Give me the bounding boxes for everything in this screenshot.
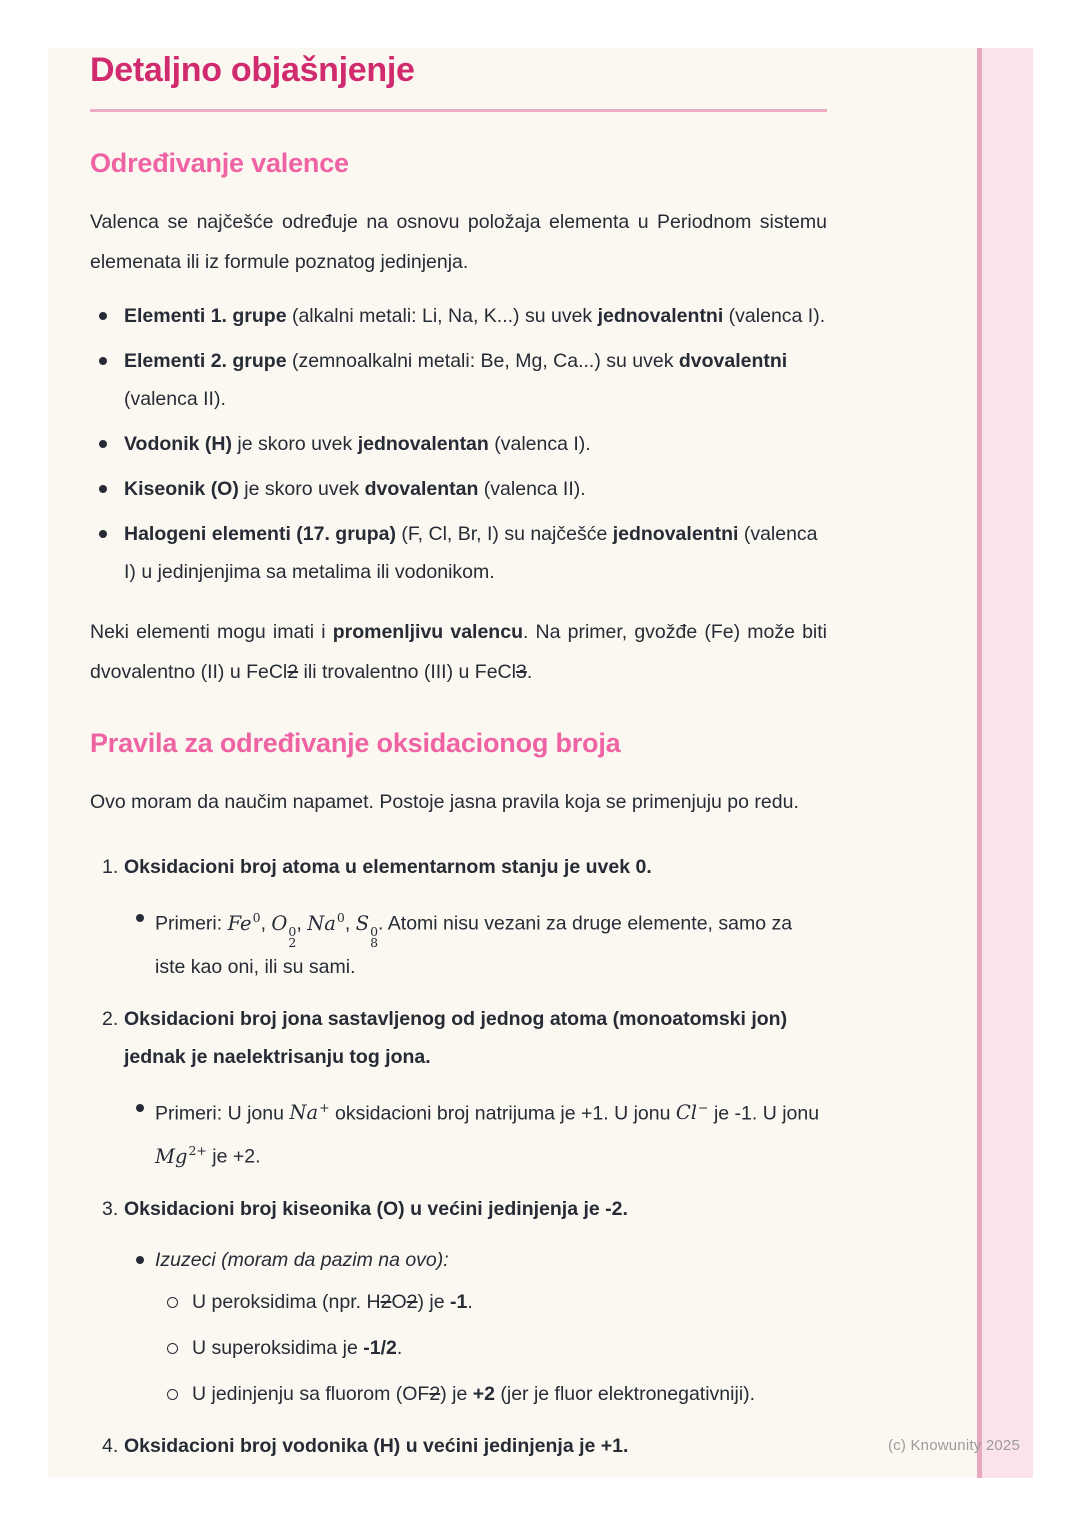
- text-segment: jednovalentan: [357, 433, 489, 455]
- exception-item: [155, 1329, 827, 1367]
- example-text: [155, 899, 827, 986]
- exception-item: [155, 1375, 827, 1413]
- text-segment: ) je: [417, 1290, 450, 1313]
- rule-title: Oksidacioni broj kiseonika (O) u većini jedinjenja je -2.: [124, 1197, 628, 1220]
- exception-text: [192, 1283, 827, 1321]
- bullet-icon: [124, 1241, 155, 1279]
- list-number: 2.: [102, 1007, 119, 1030]
- bullet-icon: [124, 899, 155, 986]
- superscript: 0: [336, 910, 345, 925]
- text-segment: ,: [260, 912, 272, 935]
- text-segment: je skoro uvek: [231, 433, 358, 455]
- rule-heading: [90, 848, 827, 886]
- bullet-icon: [90, 515, 124, 591]
- bullet-icon: [90, 297, 124, 335]
- sup-sub-stack: 0 8: [370, 923, 379, 950]
- subscript-strikethrough: 2: [406, 1290, 418, 1313]
- oxidation-rules-list: [90, 848, 827, 1465]
- page-edge-stripe: [977, 48, 1033, 1478]
- oxidation-intro-paragraph: [90, 782, 827, 822]
- math-token: $Mg^{2+}$: [155, 1143, 207, 1168]
- text-segment: (zemnoalkalni metali: Be, Mg, Ca...) su uvek: [286, 350, 679, 372]
- text-segment: Neki elementi mogu imati i: [90, 621, 333, 643]
- bullet-icon: [90, 425, 124, 463]
- text-segment: Valenca se najčešće određuje na osnovu položaja elementa u Periodnom sistemu elemenata ili iz formule poznatog jedinjenja.: [90, 211, 827, 273]
- list-item: [90, 425, 827, 463]
- rule-heading: [90, 1427, 827, 1465]
- numbered-item-4: [90, 1427, 827, 1465]
- bullet-icon: [90, 470, 124, 508]
- exception-item: [155, 1283, 827, 1321]
- text-segment: +2: [472, 1382, 495, 1405]
- rule-heading: [90, 1000, 827, 1076]
- text-segment: Vodonik (H): [124, 433, 232, 455]
- text-segment: (valenca II).: [124, 388, 226, 410]
- sup-sub-stack: 0 2: [288, 923, 297, 950]
- text-segment: (valenca I) u jedinjenjima sa metalima ili vodonikom.: [124, 523, 818, 583]
- circle-bullet-icon: [155, 1283, 192, 1321]
- rule-example-block: [124, 899, 827, 986]
- list-item-text: [124, 425, 827, 463]
- list-item: [90, 297, 827, 335]
- rule-example-block: [124, 1089, 827, 1176]
- text-segment: Primeri:: [155, 912, 228, 935]
- math-token: S 0 8: [355, 911, 379, 950]
- text-segment: Primeri: U jonu: [155, 1102, 290, 1124]
- rule-title: Oksidacioni broj jona sastavljenog od jednog atoma (monoatomski jon) jednak je naelektrisanju tog jona.: [124, 1007, 788, 1068]
- subscript-strikethrough: 2: [287, 661, 299, 683]
- bullet-icon: [124, 1089, 155, 1176]
- rule-heading: [90, 1190, 827, 1228]
- text-segment: (valenca II).: [478, 478, 586, 500]
- section-heading-valence: Određivanje valence: [90, 148, 349, 178]
- subscript-strikethrough: 3: [515, 661, 527, 683]
- list-item: [124, 1089, 827, 1176]
- text-segment: je skoro uvek: [238, 478, 365, 500]
- superscript: 2+: [188, 1143, 207, 1158]
- exception-text: [192, 1375, 827, 1413]
- valence-intro-paragraph: [90, 202, 827, 282]
- list-item: [124, 899, 827, 986]
- subscript-strikethrough: 2: [380, 1290, 392, 1313]
- note-page: [48, 48, 1033, 1478]
- title-divider: [90, 109, 827, 112]
- text-segment: promenljivu valencu: [332, 621, 523, 643]
- page-content: [90, 48, 827, 1479]
- text-segment: U jedinjenju sa fluorom (OF: [192, 1382, 430, 1405]
- list-number: 4.: [102, 1434, 119, 1457]
- math-token: Fe$^0$: [227, 910, 261, 935]
- list-number: 1.: [102, 856, 119, 878]
- valence-bullet-list: [90, 297, 827, 591]
- text-segment: (jer je fluor elektronegativniji).: [494, 1382, 756, 1405]
- rule-title: Oksidacioni broj atoma u elementarnom stanju je uvek 0.: [124, 856, 652, 878]
- text-segment: Elementi 2. grupe: [124, 350, 287, 372]
- bullet-icon: [90, 342, 124, 418]
- math-token: O 0 2: [271, 911, 297, 950]
- text-segment: jednovalentni: [612, 523, 739, 545]
- text-segment: .: [467, 1290, 473, 1313]
- text-segment: U superoksidima je: [192, 1336, 364, 1359]
- text-segment: je -1. U jonu: [708, 1102, 820, 1124]
- list-number: 3.: [102, 1197, 119, 1220]
- superscript: +: [319, 1099, 330, 1115]
- text-segment: ,: [344, 912, 356, 935]
- text-segment: . Na primer, gvožđe (Fe) može biti dvovalentno (II) u FeCl: [90, 621, 827, 683]
- math-token: Na$^0$: [307, 910, 345, 935]
- text-segment: (F, Cl, Br, I) su najčešće: [395, 523, 613, 545]
- text-segment: jednovalentni: [597, 305, 724, 327]
- text-segment: U peroksidima (npr. H: [192, 1290, 381, 1313]
- exception-text: [192, 1329, 827, 1367]
- text-segment: .: [526, 661, 533, 683]
- example-text: [155, 1089, 827, 1176]
- numbered-item-1: [90, 848, 827, 986]
- text-segment: ili trovalentno (III) u FeCl: [298, 661, 516, 683]
- rule-exceptions-block: [124, 1241, 827, 1413]
- text-segment: . Atomi nisu vezani za druge elemente, samo za iste kao oni, ili su sami.: [155, 912, 793, 978]
- list-item-text: [124, 297, 827, 335]
- copyright-footer: (c) Knowunity 2025: [887, 1437, 1020, 1454]
- text-segment: (alkalni metali: Li, Na, K...) su uvek: [286, 305, 598, 327]
- superscript: 0: [252, 910, 261, 925]
- text-segment: Halogeni elementi (17. grupa): [124, 523, 396, 545]
- text-segment: dvovalentan: [364, 478, 479, 500]
- text-segment: oksidacioni broj natrijuma je +1. U jonu: [329, 1102, 676, 1124]
- text-segment: je +2.: [206, 1145, 261, 1168]
- page-title: Detaljno objašnjenje: [90, 51, 415, 89]
- list-item-text: [124, 515, 827, 591]
- text-segment: ,: [296, 912, 308, 935]
- math-token: Cl−: [675, 1099, 709, 1124]
- text-segment: (valenca I).: [488, 433, 591, 455]
- subscript-strikethrough: 2: [429, 1382, 441, 1405]
- exceptions-label: Izuzeci (moram da pazim na ovo):: [155, 1248, 449, 1271]
- text-segment: ) je: [440, 1382, 473, 1405]
- variable-valence-paragraph: [90, 612, 827, 692]
- text-segment: Ovo moram da naučim napamet. Postoje jasna pravila koja se primenjuju po redu.: [90, 791, 799, 813]
- text-segment: -1: [449, 1290, 468, 1313]
- text-segment: Elementi 1. grupe: [124, 305, 287, 327]
- circle-bullet-icon: [155, 1329, 192, 1367]
- superscript: −: [698, 1099, 709, 1115]
- list-item: [90, 342, 827, 418]
- text-segment: dvovalentni: [678, 350, 788, 372]
- text-segment: Kiseonik (O): [124, 478, 239, 500]
- text-segment: .: [396, 1336, 403, 1359]
- text-segment: O: [391, 1290, 407, 1313]
- math-token: Na+: [289, 1099, 330, 1124]
- text-segment: (valenca I).: [723, 305, 826, 327]
- list-item: [124, 1241, 827, 1279]
- numbered-item-2: [90, 1000, 827, 1176]
- list-item: [90, 470, 827, 508]
- numbered-item-3: [90, 1190, 827, 1413]
- section-heading-oxidation: Pravila za određivanje oksidacionog broja: [90, 728, 621, 758]
- list-item: [90, 515, 827, 591]
- circle-bullet-icon: [155, 1375, 192, 1413]
- list-item-text: [124, 470, 827, 508]
- text-segment: -1/2: [363, 1336, 397, 1359]
- list-item-text: [124, 342, 827, 418]
- rule-title: Oksidacioni broj vodonika (H) u većini jedinjenja je +1.: [124, 1434, 629, 1457]
